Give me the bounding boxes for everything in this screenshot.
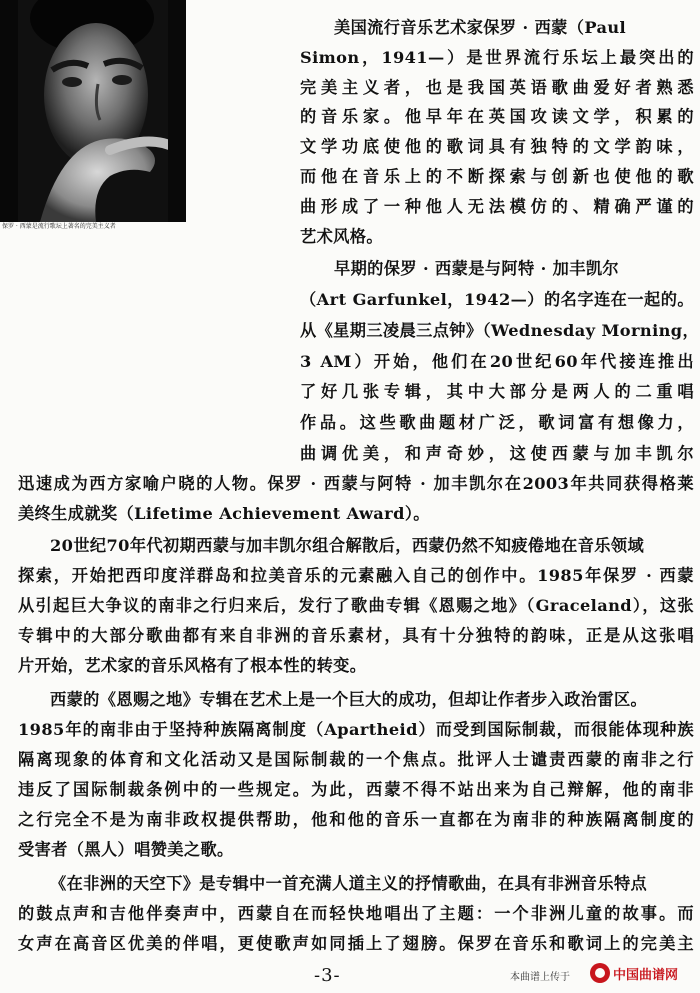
text-line: 3 AM）开始，他们在20世纪60年代接连推出 [300, 352, 694, 371]
text-line: 女声在高音区优美的伴唱，更使歌声如同插上了翅膀。保罗在音乐和歌词上的完美主 [18, 934, 694, 953]
text-line: 受害者（黑人）唱赞美之歌。 [18, 840, 234, 859]
portrait-photo [0, 0, 186, 222]
text-line: 20世纪70年代初期西蒙与加丰凯尔组合解散后，西蒙仍然不知疲倦地在音乐领域 [50, 536, 645, 555]
text-line: 专辑中的大部分歌曲都有来自非洲的音乐素材，具有十分独特的韵味，正是从这张唱 [18, 626, 694, 645]
text-line: 美终生成就奖（Lifetime Achievement Award）。 [18, 504, 430, 523]
text-line: 曲形成了一种他人无法模仿的、精确严谨的 [300, 197, 694, 216]
photo-caption: 保罗 · 西蒙是流行歌坛上著名的完美主义者 [2, 223, 116, 230]
text-line: 而他在音乐上的不断探索与创新也使他的歌 [300, 167, 694, 186]
text-line: 作品。这些歌曲题材广泛，歌词富有想像力， [300, 413, 694, 432]
text-line: 了好几张专辑，其中大部分是两人的二重唱 [300, 382, 694, 401]
text-line: 之行完全不是为南非政权提供帮助，他和他的音乐一直都在为南非的种族隔离制度的 [18, 810, 694, 829]
text-line: 从《星期三凌晨三点钟》（Wednesday Morning， [300, 321, 700, 340]
source-note: 本曲谱上传于 [510, 972, 570, 983]
text-line: 隔离现象的体育和文化活动又是国际制裁的一个焦点。批评人士谴责西蒙的南非之行 [18, 750, 694, 769]
text-line: 早期的保罗 · 西蒙是与阿特 · 加丰凯尔 [334, 259, 620, 278]
text-line: 的鼓点声和吉他伴奏声中，西蒙自在而轻快地唱出了主题：一个非洲儿童的故事。而 [18, 904, 694, 923]
qupu-logo-icon [590, 963, 610, 983]
text-line: 片开始，艺术家的音乐风格有了根本性的转变。 [18, 656, 367, 675]
text-line: 1985年的南非由于坚持种族隔离制度（Apartheid）而受到国际制裁，而很能体现种族 [18, 720, 694, 739]
text-line: 西蒙的《恩赐之地》专辑在艺术上是一个巨大的成功，但却让作者步入政治雷区。 [50, 690, 648, 709]
text-line: 《在非洲的天空下》是专辑中一首充满人道主义的抒情歌曲，在具有非洲音乐特点 [50, 874, 648, 893]
text-line: 文学功底使他的歌词具有独特的文学韵味， [300, 137, 694, 156]
portrait-illustration [0, 0, 186, 222]
text-line: 从引起巨大争议的南非之行归来后，发行了歌曲专辑《恩赐之地》（Graceland），这张 [18, 596, 694, 615]
text-line: 艺术风格。 [300, 227, 383, 246]
text-line: 迅速成为西方家喻户晓的人物。保罗 · 西蒙与阿特 · 加丰凯尔在2003年共同获得格莱 [18, 474, 694, 493]
logo-text: 中国曲谱网 [613, 967, 679, 983]
text-line: 美国流行音乐艺术家保罗 · 西蒙（Paul [334, 18, 627, 37]
text-line: 违反了国际制裁条例中的一些规定。为此，西蒙不得不站出来为自己辩解，他的南非 [18, 780, 694, 799]
text-line: （Art Garfunkel，1942—）的名字连在一起的。 [300, 290, 694, 309]
text-line: 曲调优美，和声奇妙，这使西蒙与加丰凯尔 [300, 444, 694, 463]
text-line: 的音乐家。他早年在英国攻读文学，积累的 [300, 107, 694, 126]
site-logo[interactable] [590, 962, 678, 984]
text-line: Simon，1941—）是世界流行乐坛上最突出的 [300, 48, 694, 67]
text-line: 探索，开始把西印度洋群岛和拉美音乐的元素融入自己的创作中。1985年保罗 · 西蒙 [18, 566, 694, 585]
text-line: 完美主义者，也是我国英语歌曲爱好者熟悉 [300, 78, 694, 97]
page-number: -3- [314, 965, 341, 986]
